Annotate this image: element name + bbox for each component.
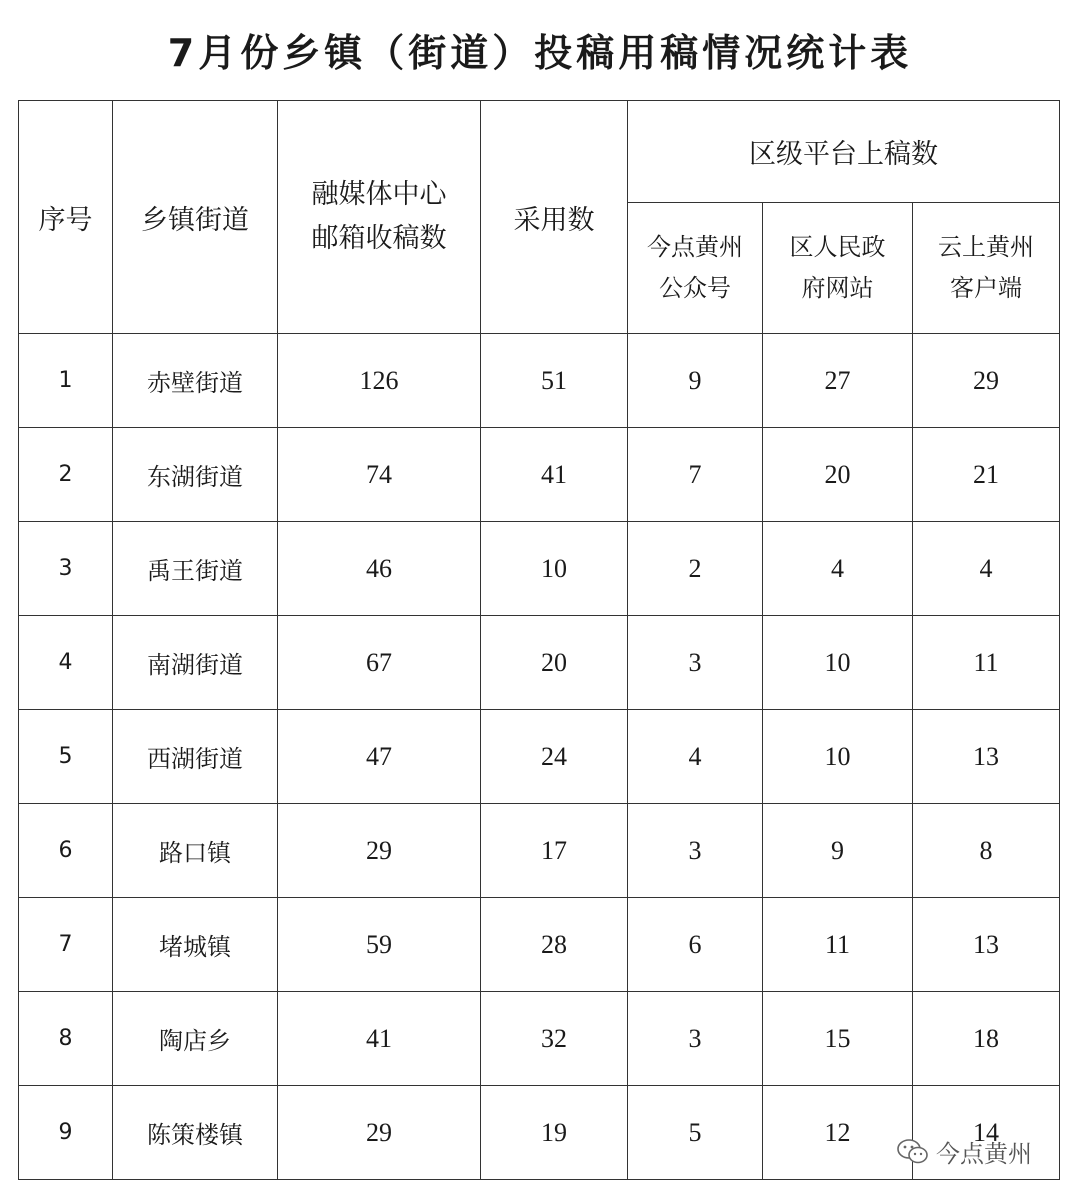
cell-town: 陶店乡: [113, 992, 278, 1086]
header-adopted: 采用数: [481, 101, 628, 334]
wechat-icon: [896, 1137, 930, 1167]
cell-gov-site: 10: [763, 710, 913, 804]
cell-mailbox: 29: [278, 1086, 481, 1180]
table-row: [19, 710, 1060, 804]
cell-wechat: 3: [628, 992, 763, 1086]
cell-town: 赤壁街道: [113, 334, 278, 428]
header-town: 乡镇街道: [113, 101, 278, 334]
cell-app: 21: [913, 428, 1060, 522]
cell-wechat: 2: [628, 522, 763, 616]
cell-town: 禹王街道: [113, 522, 278, 616]
table-row: [19, 428, 1060, 522]
cell-mailbox: 67: [278, 616, 481, 710]
cell-seq: 8: [19, 992, 113, 1086]
header-app-label: 云上黄州客户端: [938, 233, 1034, 302]
header-row-top: [19, 101, 1060, 203]
cell-seq: 7: [19, 898, 113, 992]
cell-town: 堵城镇: [113, 898, 278, 992]
cell-app: 13: [913, 898, 1060, 992]
cell-gov-site: 9: [763, 804, 913, 898]
watermark-text: 今点黄州: [936, 1140, 1032, 1168]
cell-adopted: 20: [481, 616, 628, 710]
cell-adopted: 19: [481, 1086, 628, 1180]
cell-gov-site: 10: [763, 616, 913, 710]
cell-gov-site: 15: [763, 992, 913, 1086]
cell-seq: 9: [19, 1086, 113, 1180]
cell-gov-site: 27: [763, 334, 913, 428]
cell-town: 南湖街道: [113, 616, 278, 710]
cell-seq: 5: [19, 710, 113, 804]
table-row: [19, 804, 1060, 898]
cell-wechat: 4: [628, 710, 763, 804]
cell-mailbox: 126: [278, 334, 481, 428]
cell-town: 陈策楼镇: [113, 1086, 278, 1180]
cell-mailbox: 41: [278, 992, 481, 1086]
header-app: [913, 203, 1060, 334]
cell-adopted: 28: [481, 898, 628, 992]
cell-mailbox: 74: [278, 428, 481, 522]
table-row: [19, 898, 1060, 992]
cell-seq: 6: [19, 804, 113, 898]
cell-seq: 4: [19, 616, 113, 710]
cell-mailbox: 29: [278, 804, 481, 898]
cell-gov-site: 4: [763, 522, 913, 616]
page-title: 7月份乡镇（街道）投稿用稿情况统计表: [167, 31, 913, 75]
cell-wechat: 3: [628, 616, 763, 710]
header-platform-group: 区级平台上稿数: [628, 101, 1060, 203]
cell-adopted: 41: [481, 428, 628, 522]
cell-mailbox: 59: [278, 898, 481, 992]
header-seq: 序号: [19, 101, 113, 334]
table-row: [19, 522, 1060, 616]
cell-gov-site: 11: [763, 898, 913, 992]
header-mailbox-label: 融媒体中心邮箱收稿数: [311, 179, 447, 254]
cell-adopted: 32: [481, 992, 628, 1086]
cell-wechat: 6: [628, 898, 763, 992]
header-wechat-label: 今点黄州公众号: [647, 233, 743, 302]
cell-adopted: 17: [481, 804, 628, 898]
header-wechat: [628, 203, 763, 334]
header-gov-site: [763, 203, 913, 334]
cell-adopted: 51: [481, 334, 628, 428]
header-gov-site-label: 区人民政府网站: [789, 233, 886, 302]
table-row: [19, 992, 1060, 1086]
cell-town: 西湖街道: [113, 710, 278, 804]
cell-wechat: 5: [628, 1086, 763, 1180]
cell-seq: 1: [19, 334, 113, 428]
cell-mailbox: 47: [278, 710, 481, 804]
cell-app: 18: [913, 992, 1060, 1086]
cell-seq: 2: [19, 428, 113, 522]
cell-wechat: 3: [628, 804, 763, 898]
cell-adopted: 24: [481, 710, 628, 804]
cell-wechat: 9: [628, 334, 763, 428]
cell-town: 路口镇: [113, 804, 278, 898]
cell-app: 29: [913, 334, 1060, 428]
cell-app: 14: [913, 1086, 1060, 1180]
header-mailbox: [278, 101, 481, 334]
table-row: [19, 616, 1060, 710]
statistics-table: [18, 100, 1060, 1180]
cell-gov-site: 20: [763, 428, 913, 522]
cell-mailbox: 46: [278, 522, 481, 616]
cell-app: 4: [913, 522, 1060, 616]
watermark: [896, 1134, 1032, 1169]
cell-wechat: 7: [628, 428, 763, 522]
cell-town: 东湖街道: [113, 428, 278, 522]
table-row: [19, 334, 1060, 428]
cell-adopted: 10: [481, 522, 628, 616]
cell-seq: 3: [19, 522, 113, 616]
cell-app: 13: [913, 710, 1060, 804]
cell-app: 11: [913, 616, 1060, 710]
cell-app: 8: [913, 804, 1060, 898]
cell-gov-site: 12: [763, 1086, 913, 1180]
